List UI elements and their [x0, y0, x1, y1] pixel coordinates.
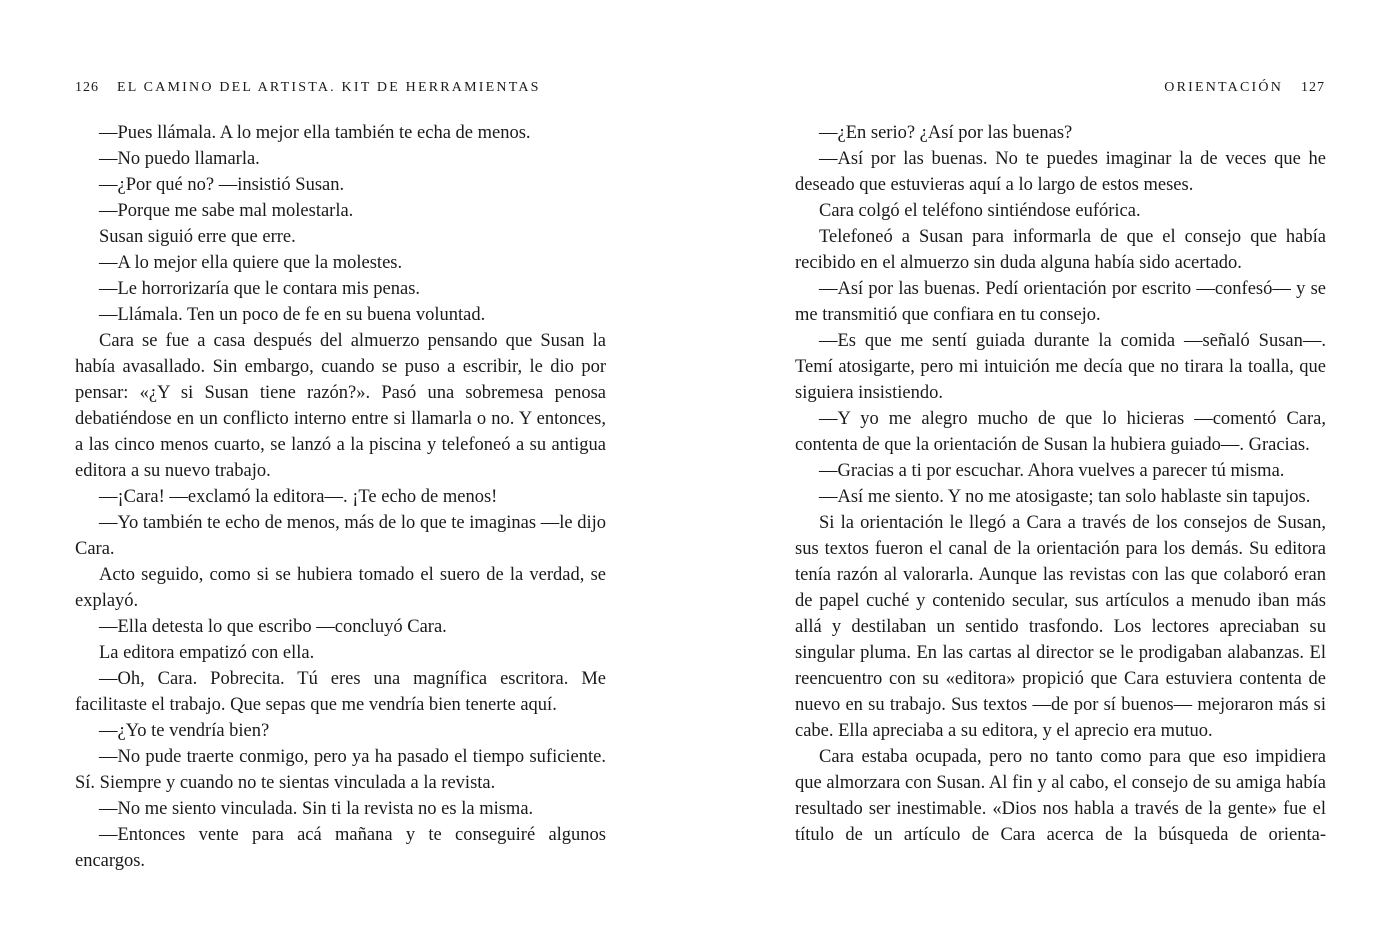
- paragraph: —Pues llámala. A lo mejor ella también te echa de menos.: [99, 123, 531, 143]
- paragraph: —¿En serio? ¿Así por las buenas?: [819, 123, 1073, 143]
- paragraph: —No pude traerte conmigo, pero ya ha pasado el tiempo suficiente. Sí. Siempre y cuando no te sientas vinculada a la revista.: [75, 747, 606, 793]
- paragraph: —Así por las buenas. No te puedes imaginar la de veces que he deseado que estuvieras aquí a lo largo de estos meses.: [795, 149, 1326, 195]
- paragraph: —¿Por qué no? —insistió Susan.: [99, 175, 345, 195]
- right-page: [700, 0, 1400, 940]
- left-text-block: [75, 120, 606, 874]
- paragraph: —Yo también te echo de menos, más de lo que te imaginas —le dijo Cara.: [75, 513, 606, 559]
- paragraph: —Le horrorizaría que le contara mis penas.: [99, 279, 421, 299]
- paragraph: Cara colgó el teléfono sintiéndose eufórica.: [819, 201, 1141, 221]
- paragraph: —Gracias a ti por escuchar. Ahora vuelves a parecer tú misma.: [819, 461, 1285, 481]
- paragraph: —Ella detesta lo que escribo —concluyó Cara.: [99, 617, 447, 637]
- paragraph: Si la orientación le llegó a Cara a través de los consejos de Susan, sus textos fueron el canal de la orientación para los demás. Su editora tenía razón al valorarla. Aunque las revistas con las que colaboró eran de papel cuché y contenido secular, sus artículos a menudo iban más allá y destilaban un sentido trasfondo. Los lectores apreciaban su singular pluma. En las cartas al director se le prodigaban alabanzas. El reencuentro con su «editora» propició que Cara estuviera contenta de nuevo en su trabajo. Sus textos —de por sí buenos— mejoraron más si cabe. Ella apreciaba a su editora, y el aprecio era mutuo.: [795, 513, 1326, 741]
- paragraph: Susan siguió erre que erre.: [99, 227, 296, 247]
- left-page-number: 126: [75, 80, 99, 95]
- paragraph: Acto seguido, como si se hubiera tomado el suero de la verdad, se explayó.: [75, 565, 606, 611]
- paragraph: Cara estaba ocupada, pero no tanto como para que eso impidiera que almorzara con Susan. Al fin y al cabo, el consejo de su amiga había resultado ser inestimable. «Dios nos habla a través de la gente» fue el título de un artículo de Cara acerca de la búsqueda de orienta-: [795, 747, 1326, 845]
- paragraph: —Oh, Cara. Pobrecita. Tú eres una magnífica escritora. Me facilitaste el trabajo. Que sepas que me vendría bien tenerte aquí.: [75, 669, 606, 715]
- paragraph: Cara se fue a casa después del almuerzo pensando que Susan la había avasallado. Sin embargo, cuando se puso a escribir, le dio por pensar: «¿Y si Susan tiene razón?». Pasó una sobremesa penosa debatiéndose en un conflicto interno entre si llamarla o no. Y entonces, a las cinco menos cuarto, se lanzó a la piscina y telefoneó a su antigua editora a su nuevo trabajo.: [75, 331, 606, 481]
- right-running-head: [1164, 78, 1325, 98]
- paragraph: —No puedo llamarla.: [99, 149, 260, 169]
- paragraph: —Y yo me alegro mucho de que lo hicieras —comentó Cara, contenta de que la orientación de Susan la hubiera guiado—. Gracias.: [795, 409, 1326, 455]
- right-page-number: 127: [1301, 80, 1325, 95]
- paragraph: —¿Yo te vendría bien?: [99, 721, 270, 741]
- right-running-title: ORIENTACIÓN: [1164, 80, 1283, 95]
- left-running-head: [75, 78, 541, 98]
- paragraph: —Así por las buenas. Pedí orientación por escrito —confesó— y se me transmitió que confiara en tu consejo.: [795, 279, 1326, 325]
- paragraph: —Llámala. Ten un poco de fe en su buena voluntad.: [99, 305, 486, 325]
- left-running-title: EL CAMINO DEL ARTISTA. KIT DE HERRAMIENTAS: [117, 80, 541, 95]
- paragraph: —Porque me sabe mal molestarla.: [99, 201, 354, 221]
- paragraph: —A lo mejor ella quiere que la molestes.: [99, 253, 403, 273]
- paragraph: —¡Cara! —exclamó la editora—. ¡Te echo de menos!: [99, 487, 498, 507]
- paragraph: —Así me siento. Y no me atosigaste; tan solo hablaste sin tapujos.: [819, 487, 1311, 507]
- paragraph: Telefoneó a Susan para informarla de que el consejo que había recibido en el almuerzo sin duda alguna había sido acertado.: [795, 227, 1326, 273]
- right-text-block: [795, 120, 1326, 848]
- paragraph: —Es que me sentí guiada durante la comida —señaló Susan—. Temí atosigarte, pero mi intuición me decía que no tirara la toalla, que siguiera insistiendo.: [795, 331, 1326, 403]
- paragraph: —No me siento vinculada. Sin ti la revista no es la misma.: [99, 799, 534, 819]
- paragraph: La editora empatizó con ella.: [99, 643, 315, 663]
- paragraph: —Entonces vente para acá mañana y te conseguiré algunos encargos.: [75, 825, 606, 871]
